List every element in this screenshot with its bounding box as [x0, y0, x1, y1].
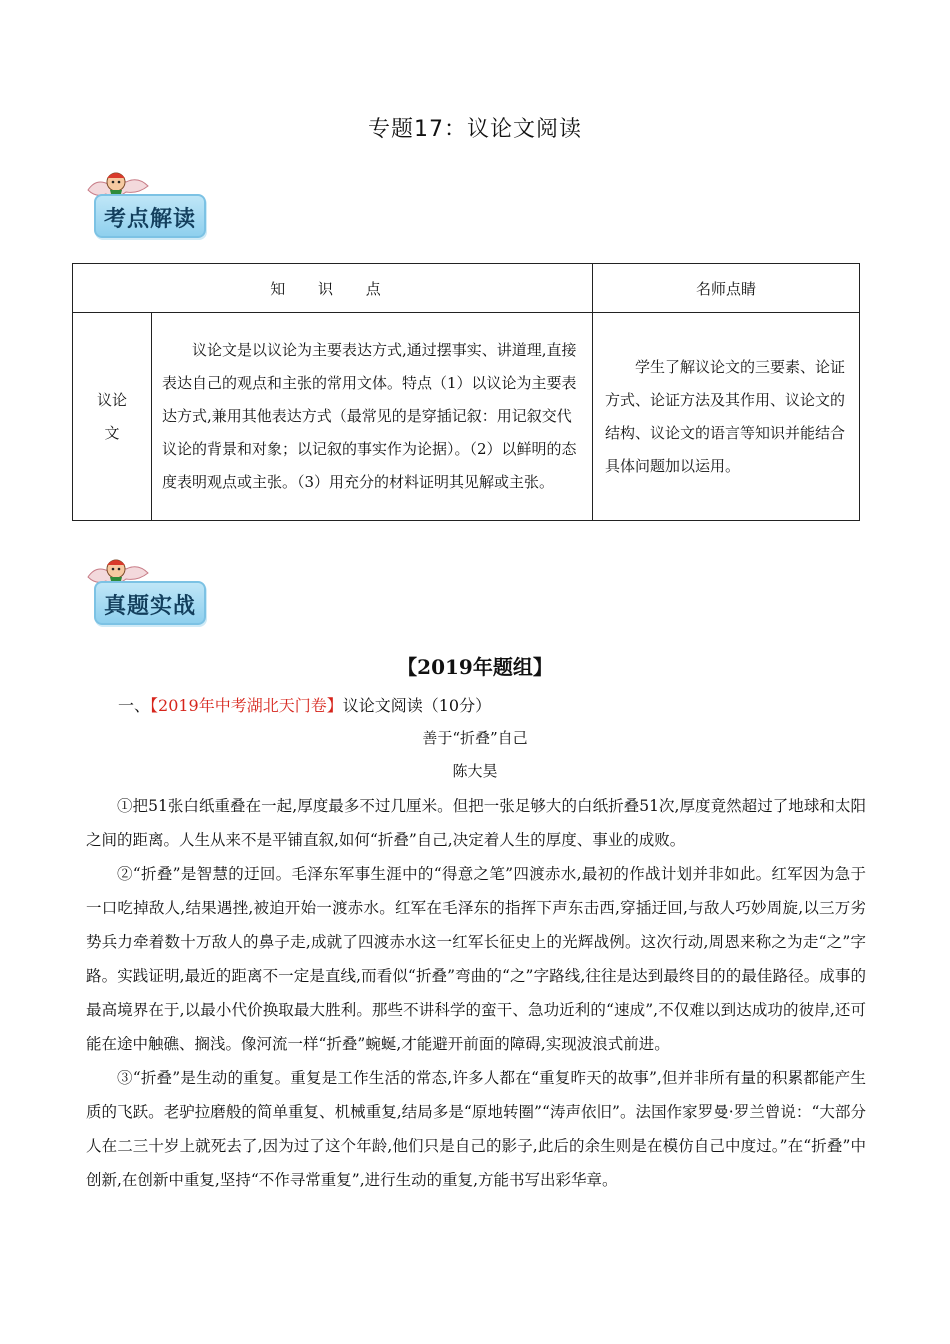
article-body [86, 789, 866, 1197]
row-name: 议论文 [96, 390, 127, 442]
group-title: 【2019年题组】 [397, 655, 553, 679]
paragraph: ③“折叠”是生动的重复。重复是工作生活的常态,许多人都在“重复昨天的故事”,但并非所有量的积累都能产生质的飞跃。老驴拉磨般的简单重复、机械重复,结局多是“原地转圈”“涛声依旧”。法国作家罗曼·罗兰曾说：“大部分人在二三十岁上就死去了,因为过了这个年龄,他们只是自己的影子,此后的余生则是在模仿自己中度过。”在“折叠”中创新,在创新中重复,坚持“不作寻常重复”,进行生动的重复,方能书写出彩华章。 [86, 1069, 866, 1189]
page-title: 专题17：议论文阅读 [368, 117, 582, 142]
question-line [118, 693, 491, 716]
table-header-row [73, 264, 860, 313]
question-number: 一、 [118, 696, 151, 715]
article-author: 陈大昊 [452, 762, 498, 780]
paragraph: ①把51张白纸重叠在一起,厚度最多不过几厘米。但把一张足够大的白纸折叠51次,厚度竟然超过了地球和太阳之间的距离。人生从来不是平铺直叙,如何“折叠”自己,决定着人生的厚度、事业的成败。 [86, 797, 866, 849]
header-tip: 名师点睛 [593, 264, 860, 313]
knowledge-table [72, 263, 860, 521]
badge-label: 考点解读 [103, 206, 196, 232]
row-definition: 议论文是以议论为主要表达方式,通过摆事实、讲道理,直接表达自己的观点和主张的常用文体。特点（1）以议论为主要表达方式,兼用其他表达方式（最常见的是穿插记叙：用记叙交代议论的背景和对象；以记叙的事实作为论据）。（2）以鲜明的态度表明观点或主张。（3）用充分的材料证明其见解或主张。 [162, 341, 577, 491]
article-title: 善于“折叠”自己 [422, 729, 528, 747]
paragraph: ②“折叠”是智慧的迂回。毛泽东军事生涯中的“得意之笔”四渡赤水,最初的作战计划并非如此。红军因为急于一口吃掉敌人,结果遇挫,被迫开始一渡赤水。红军在毛泽东的指挥下声东击西,穿插迂回,与敌人巧妙周旋,以三万劣势兵力牵着数十万敌人的鼻子走,成就了四渡赤水这一红军长征史上的光辉战例。这次行动,周恩来称之为走“之”字路。实践证明,最近的距离不一定是直线,而看似“折叠”弯曲的“之”字路线,往往是达到最终目的的最佳路径。成事的最高境界在于,以最小代价换取最大胜利。那些不讲科学的蛮干、急功近利的“速成”,不仅难以到达成功的彼岸,还可能在途中触礁、搁浅。像河流一样“折叠”蜿蜒,才能避开前面的障碍,实现波浪式前进。 [86, 865, 866, 1053]
section-badge-zhenti [82, 555, 208, 627]
question-desc: 议论文阅读（10分） [342, 696, 492, 715]
row-tip: 学生了解议论文的三要素、论证方式、论证方法及其作用、议论文的结构、议论文的语言等知识并能结合具体问题加以运用。 [593, 313, 860, 521]
table-row [73, 313, 860, 521]
badge-label: 真题实战 [103, 593, 196, 619]
question-source: 【2019年中考湖北天门卷】 [150, 696, 343, 715]
header-knowledge: 知 识 点 [73, 264, 593, 313]
section-badge-kaodian [82, 168, 208, 240]
